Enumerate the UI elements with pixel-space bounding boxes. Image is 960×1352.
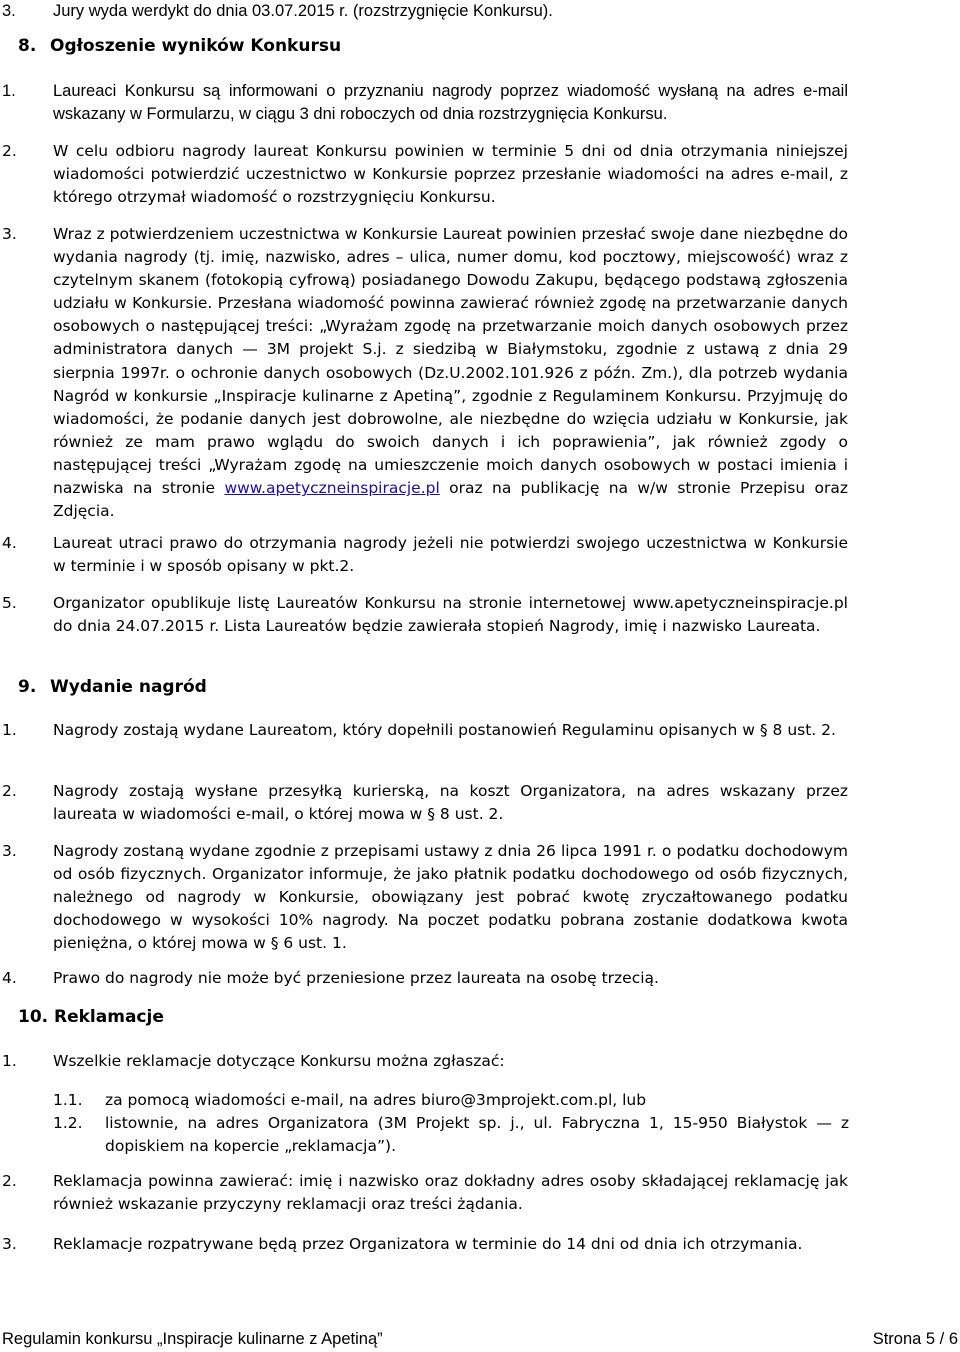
list-item	[0, 967, 960, 990]
item-text: Reklamacje rozpatrywane będą przez Organizatora w terminie do 14 dni od dnia ich otrzymania.	[53, 1235, 803, 1253]
item-number: 4.	[2, 534, 17, 552]
item-number: 1.	[2, 82, 16, 100]
footer-title: Regulamin konkursu „Inspiracje kulinarne z Apetiną”	[2, 1330, 383, 1348]
item-text: Nagrody zostają wysłane przesyłką kurierską, na koszt Organizatora, na adres wskazany przez laureata w wiadomości e-mail, o której mowa w § 8 ust. 2.	[53, 782, 848, 823]
item-number: 2.	[2, 1172, 17, 1190]
heading-text: Wydanie nagród	[50, 677, 207, 697]
sublist	[0, 1089, 960, 1158]
item-text: W celu odbioru nagrody laureat Konkursu powinien w terminie 5 dni od dnia otrzymania niniejszej wiadomości potwierdzić uczestnictwo w Konkursie poprzez przesłanie wiadomości na adres e-mail, z którego otrzymał wiadomość o rozstrzygnięciu Konkursu.	[53, 142, 848, 206]
item-text-part: Wraz z potwierdzeniem uczestnictwa w Konkursie Laureat powinien przesłać swoje dane niezbędne do wydania nagrody (tj. imię, nazwisko, adres – ulica, numer domu, kod pocztowy, miejscowość) wraz z czytelnym skanem (fotokopią cyfrową) posiadanego Dowodu Zakupu, będącego podstawą zgłoszenia udziału w Konkursie. Przesłana wiadomość powinna zawierać również zgodę na przetwarzanie danych osobowych o następującej treści: „Wyrażam zgodę na przetwarzanie moich danych osobowych przez administratora danych — 3M projekt S.j. z siedzibą w Białymstoku, zgodnie z ustawą z dnia 29 sierpnia 1997r. o ochronie danych osobowych (Dz.U.2002.101.926 z późn. Zm.), dla potrzeb wydania Nagród w konkursie „Inspiracje kulinarne z Apetiną”, zgodnie z Regulaminem Konkursu. Przyjmuję do wiadomości, że podanie danych jest dobrowolne, ale niezbędne do wzięcia udziału w Konkursie, jak również ze mam prawo wglądu do swoich danych i ich poprawienia”, jak również zgody o następującej treści „Wyrażam zgodę na umieszczenie moich danych osobowych w postaci imienia i nazwiska na stronie	[53, 225, 849, 498]
item-number: 5.	[2, 594, 17, 612]
list-item	[0, 223, 960, 523]
item-number: 4.	[2, 969, 17, 987]
sublist-item	[53, 1089, 960, 1112]
subitem-text: listownie, na adres Organizatora (3M Projekt sp. j., ul. Fabryczna 1, 15-950 Białystok — z dopiskiem na kopercie „reklamacja”).	[105, 1114, 849, 1155]
list-item	[0, 592, 960, 638]
item-text: Wszelkie reklamacje dotyczące Konkursu można zgłaszać:	[53, 1052, 505, 1070]
item-text: Prawo do nagrody nie może być przeniesione przez laureata na osobę trzecią.	[53, 969, 659, 987]
list-item	[0, 140, 960, 209]
heading-text: Ogłoszenie wyników Konkursu	[50, 36, 342, 56]
heading-number: 8.	[18, 36, 37, 56]
item-number: 2.	[2, 142, 17, 160]
item-text: Nagrody zostają wydane Laureatom, który dopełnili postanowień Regulaminu opisanych w § 8 ust. 2.	[53, 721, 836, 739]
subitem-number: 1.1.	[53, 1091, 83, 1109]
heading-number: 9.	[18, 677, 37, 697]
item-number: 3.	[2, 842, 17, 860]
subitem-number: 1.2.	[53, 1114, 83, 1132]
website-link[interactable]: www.apetyczneinspiracje.pl	[224, 479, 440, 498]
list-item	[0, 1050, 960, 1073]
page-footer	[0, 1330, 960, 1349]
item-text: Organizator opublikuje listę Laureatów Konkursu na stronie internetowej www.apetyczneinspiracje.pl do dnia 24.07.2015 r. Lista Laureatów będzie zawierała stopień Nagrody, imię i nazwisko Laureata.	[53, 594, 848, 635]
section-heading	[0, 34, 960, 58]
list-item	[0, 840, 960, 955]
item-text: Jury wyda werdykt do dnia 03.07.2015 r. (rozstrzygnięcie Konkursu).	[53, 2, 553, 20]
sublist-item	[53, 1112, 960, 1158]
list-item	[0, 0, 960, 23]
item-text: Nagrody zostaną wydane zgodnie z przepisami ustawy z dnia 26 lipca 1991 r. o podatku dochodowym od osób fizycznych. Organizator informuje, że jako płatnik podatku dochodowego od osób fizycznych, należnego od nagrody w Konkursie, obowiązany jest pobrać kwotę zryczałtowanego podatku dochodowego w wysokości 10% nagrody. Na poczet podatku pobrana zostanie dodatkowa kwota pieniężna, o której mowa w § 6 ust. 1.	[53, 842, 848, 952]
section-heading	[0, 1005, 960, 1029]
item-text: Laureat utraci prawo do otrzymania nagrody jeżeli nie potwierdzi swojego uczestnictwa w Konkursie w terminie i w sposób opisany w pkt.2.	[53, 534, 848, 575]
list-item	[0, 780, 960, 826]
item-number: 3.	[2, 2, 16, 20]
item-number: 2.	[2, 782, 17, 800]
list-item	[0, 80, 960, 126]
subitem-text: za pomocą wiadomości e-mail, na adres biuro@3mprojekt.com.pl, lub	[105, 1091, 647, 1109]
list-item	[0, 1233, 960, 1256]
list-item	[0, 719, 960, 742]
list-item	[0, 532, 960, 578]
item-text-part: oraz na publikację na w/w stronie Przepisu oraz Zdjęcia.	[53, 479, 849, 521]
list-item	[0, 1170, 960, 1216]
item-number: 1.	[2, 1052, 17, 1070]
item-text: Reklamacja powinna zawierać: imię i nazwisko oraz dokładny adres osoby składającej reklamację jak również wskazanie przyczyny reklamacji oraz treści żądania.	[53, 1172, 848, 1213]
page-number: Strona 5 / 6	[872, 1330, 958, 1348]
item-text	[53, 223, 848, 523]
item-text: Laureaci Konkursu są informowani o przyznaniu nagrody poprzez wiadomość wysłaną na adres e-mail wskazany w Formularzu, w ciągu 3 dni roboczych od dnia rozstrzygnięcia Konkursu.	[53, 82, 848, 123]
item-number: 1.	[2, 721, 17, 739]
item-number: 3.	[2, 225, 17, 243]
section-heading	[0, 675, 960, 699]
item-number: 3.	[2, 1235, 17, 1253]
heading-text: Reklamacje	[54, 1007, 164, 1027]
heading-number: 10.	[18, 1007, 49, 1027]
